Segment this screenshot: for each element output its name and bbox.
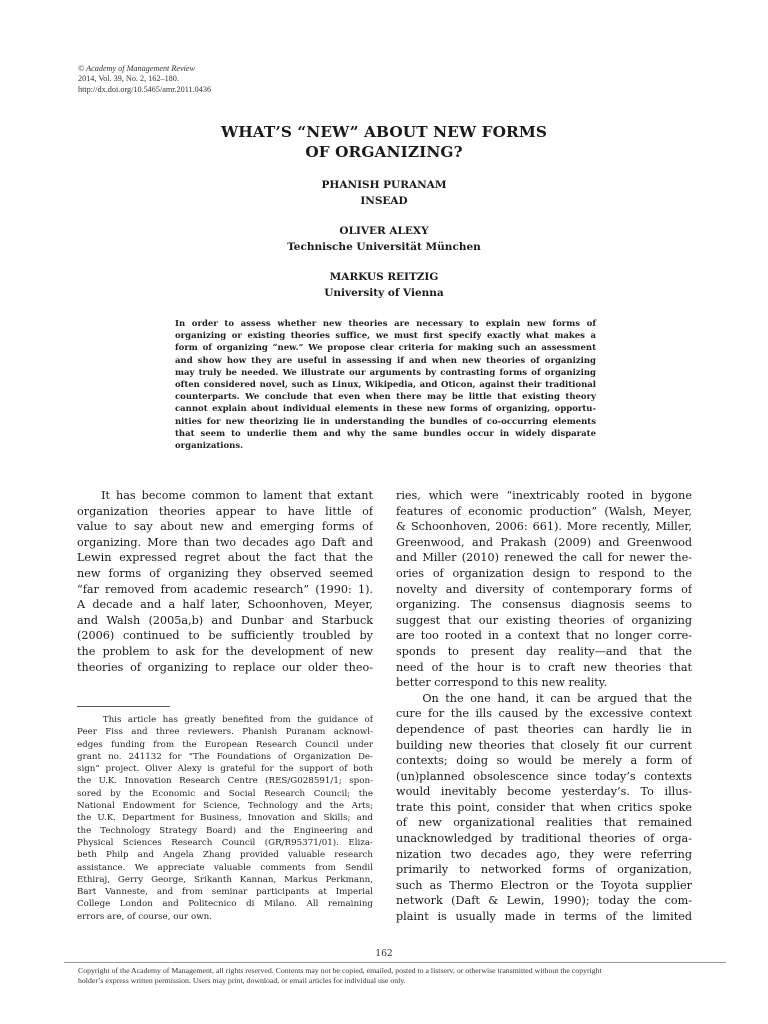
doi-link[interactable]: http://dx.doi.org/10.5465/amr.2011.0436	[78, 84, 212, 94]
abstract-line: organizing or existing theories suffice, we must first specify exactly what makes a	[175, 331, 596, 342]
footnote-divider	[77, 706, 170, 707]
body-line: On the one hand, it can be argued that the	[396, 691, 692, 705]
body-line: trate this point, consider that when critics spoke	[396, 800, 692, 814]
body-line: It has become common to lament that extant	[77, 489, 373, 502]
footnote-line: Peer Fiss and three reviewers. Phanish Puranam acknowl-	[77, 727, 373, 738]
page-number: 162	[375, 948, 393, 959]
copyright-divider	[64, 962, 726, 963]
footnote-line: Ethiraj, Gerry George, Srikanth Kannan, Markus Perkmann,	[77, 874, 373, 885]
body-line: need of the hour is to craft new theories that	[396, 660, 692, 674]
body-line: value to say about new and emerging forms of	[77, 520, 373, 534]
footnote-line: grant no. 241132 for “The Foundations of Organization De-	[77, 751, 373, 762]
body-line: of new organizational realities that remained	[396, 816, 692, 830]
body-line: ories of organization design to respond to the	[396, 566, 692, 580]
footnote-line: assistance. We appreciate valuable comments from Sendil	[77, 862, 373, 873]
left-column-body	[77, 488, 373, 675]
author-block	[0, 270, 768, 301]
copyright-notice	[78, 966, 728, 986]
body-line: “far removed from academic research” (1990: 1).	[77, 582, 373, 596]
body-line: primarily to networked forms of organization,	[396, 863, 692, 877]
copyright-line: Copyright of the Academy of Management, all rights reserved. Contents may not be copied, emailed, posted to a listserv, or otherwise transmitted without the copyright	[78, 966, 602, 975]
body-line: Greenwood, and Prakash (2009) and Greenwood	[396, 535, 692, 549]
footnote-line: the U.K. Innovation Research Centre (RES/G028591/1; spon-	[77, 776, 373, 787]
body-line: suggest that our existing theories of organizing	[396, 613, 692, 627]
abstract-line: may truly be needed. We illustrate our arguments by contrasting forms of organizing	[175, 367, 596, 378]
body-line: the problem to ask for the development of new	[77, 644, 373, 658]
body-line: plaint is usually made in terms of the limited	[396, 910, 692, 924]
abstract-line: organizations.	[175, 441, 244, 452]
body-line: (un)planned obsolescence since today’s contexts	[396, 769, 692, 783]
body-line: ries, which were “inextricably rooted in bygone	[396, 489, 692, 502]
body-line: features of economic production” (Walsh, Meyer,	[396, 504, 692, 518]
footnote-line: the U.K. Department for Business, Innovation and Skills; and	[77, 813, 373, 824]
abstract	[175, 318, 596, 452]
body-line: unacknowledged by traditional theories of orga-	[396, 832, 692, 846]
author-affiliation: University of Vienna	[324, 286, 444, 299]
title-line: WHAT’S “NEW” ABOUT NEW FORMS	[220, 123, 548, 141]
footnote-line: beth Philp and Angela Zhang provided valuable research	[77, 850, 373, 861]
body-line: are too rooted in a context that no longer corre-	[396, 629, 692, 643]
footnote-line: This article has greatly benefited from the guidance of	[77, 715, 373, 725]
footnote-line: College London and Politecnico di Milano. All remaining	[77, 899, 373, 910]
body-line: A decade and a half later, Schoonhoven, Meyer,	[77, 598, 373, 612]
abstract-line: cannot explain about individual elements in these new forms of organizing, opportu-	[175, 404, 596, 415]
body-line: & Schoonhoven, 2006: 661). More recently, Miller,	[396, 520, 692, 534]
footnote-line: errors are, of course, our own.	[77, 911, 212, 922]
body-line: organizing. The consensus diagnosis seems to	[396, 598, 692, 612]
abstract-line: often considered novel, such as Linux, Wikipedia, and Oticon, against their traditional	[175, 380, 596, 391]
acknowledgment-footnote	[77, 714, 373, 923]
footnote-line: edges funding from the European Research Council under	[77, 739, 373, 750]
author-name: MARKUS REITZIG	[329, 271, 439, 283]
author-block	[0, 224, 768, 255]
body-line: new forms of organizing they observed seemed	[77, 566, 373, 580]
author-block	[0, 178, 768, 209]
body-line: organization theories appear to have little of	[77, 504, 373, 518]
footnote-line: Physical Sciences Research Council (GR/R95371/01). Eliza-	[77, 837, 373, 848]
body-line: dependence of past theories can hardly lie in	[396, 722, 692, 736]
abstract-line: nities for new theorizing lie in understanding the bundles of co-occurring elements	[175, 416, 596, 427]
right-column-body	[396, 488, 692, 925]
abstract-line: and show how they are useful in assessing if and when new theories of organizing	[175, 355, 596, 366]
abstract-line: that seem to underlie them and why the same bundles occur in widely disparate	[175, 428, 596, 439]
footnote-line: sored by the Economic and Social Research Council; the	[77, 788, 373, 799]
body-line: and Miller (2010) renewed the call for newer the-	[396, 551, 692, 565]
body-line: contexts; doing so would be merely a form of	[396, 754, 692, 768]
footnote-line: sign” project. Oliver Alexy is grateful for the support of both	[77, 764, 373, 775]
author-name: OLIVER ALEXY	[339, 225, 429, 237]
footnote-line: Bart Vanneste, and from seminar participants at Imperial	[77, 887, 373, 898]
body-line: (2006) continued to be sufficiently troubled by	[77, 629, 373, 643]
abstract-line: In order to assess whether new theories are necessary to explain new forms of	[175, 319, 596, 329]
footnote-line: National Endowment for Science, Technology and the Arts;	[77, 801, 373, 812]
abstract-line: form of organizing “new.” We propose clear criteria for making such an assessment	[175, 343, 596, 354]
body-line: Lewin expressed regret about the fact that the	[77, 551, 373, 565]
article-title	[0, 122, 768, 162]
author-name: PHANISH PURANAM	[321, 179, 447, 191]
body-line: such as Thermo Electron or the Toyota supplier	[396, 878, 692, 892]
article-meta	[78, 64, 211, 95]
body-line: would inevitably become yesterday’s. To illus-	[396, 785, 692, 799]
body-line: novelty and diversity of contemporary forms of	[396, 582, 692, 596]
body-line: organizing. More than two decades ago Daft and	[77, 535, 373, 549]
title-line: OF ORGANIZING?	[305, 143, 463, 161]
body-line: sponds to present day reality—and that the	[396, 644, 692, 658]
body-line: better correspond to this new reality.	[396, 676, 608, 690]
copyright-line: holder’s express written permission. Users may print, download, or email articles for individual use only.	[78, 976, 406, 986]
body-line: nization two decades ago, they were referring	[396, 847, 692, 861]
body-line: building new theories that closely fit our current	[396, 738, 692, 752]
journal-name: © Academy of Management Review	[78, 64, 196, 73]
abstract-line: counterparts. We conclude that even when there may be little that existing theory	[175, 392, 596, 403]
issue-info: 2014, Vol. 39, No. 2, 162–180.	[78, 74, 179, 84]
footnote-line: the Technology Strategy Board) and the Engineering and	[77, 825, 373, 836]
body-line: and Walsh (2005a,b) and Dunbar and Starbuck	[77, 613, 373, 627]
body-line: theories of organizing to replace our older theo-	[77, 660, 373, 674]
author-affiliation: INSEAD	[360, 194, 408, 207]
body-line: network (Daft & Lewin, 1990); today the com-	[396, 894, 692, 908]
author-affiliation: Technische Universität München	[287, 240, 481, 253]
body-line: cure for the ills caused by the excessive context	[396, 707, 692, 721]
